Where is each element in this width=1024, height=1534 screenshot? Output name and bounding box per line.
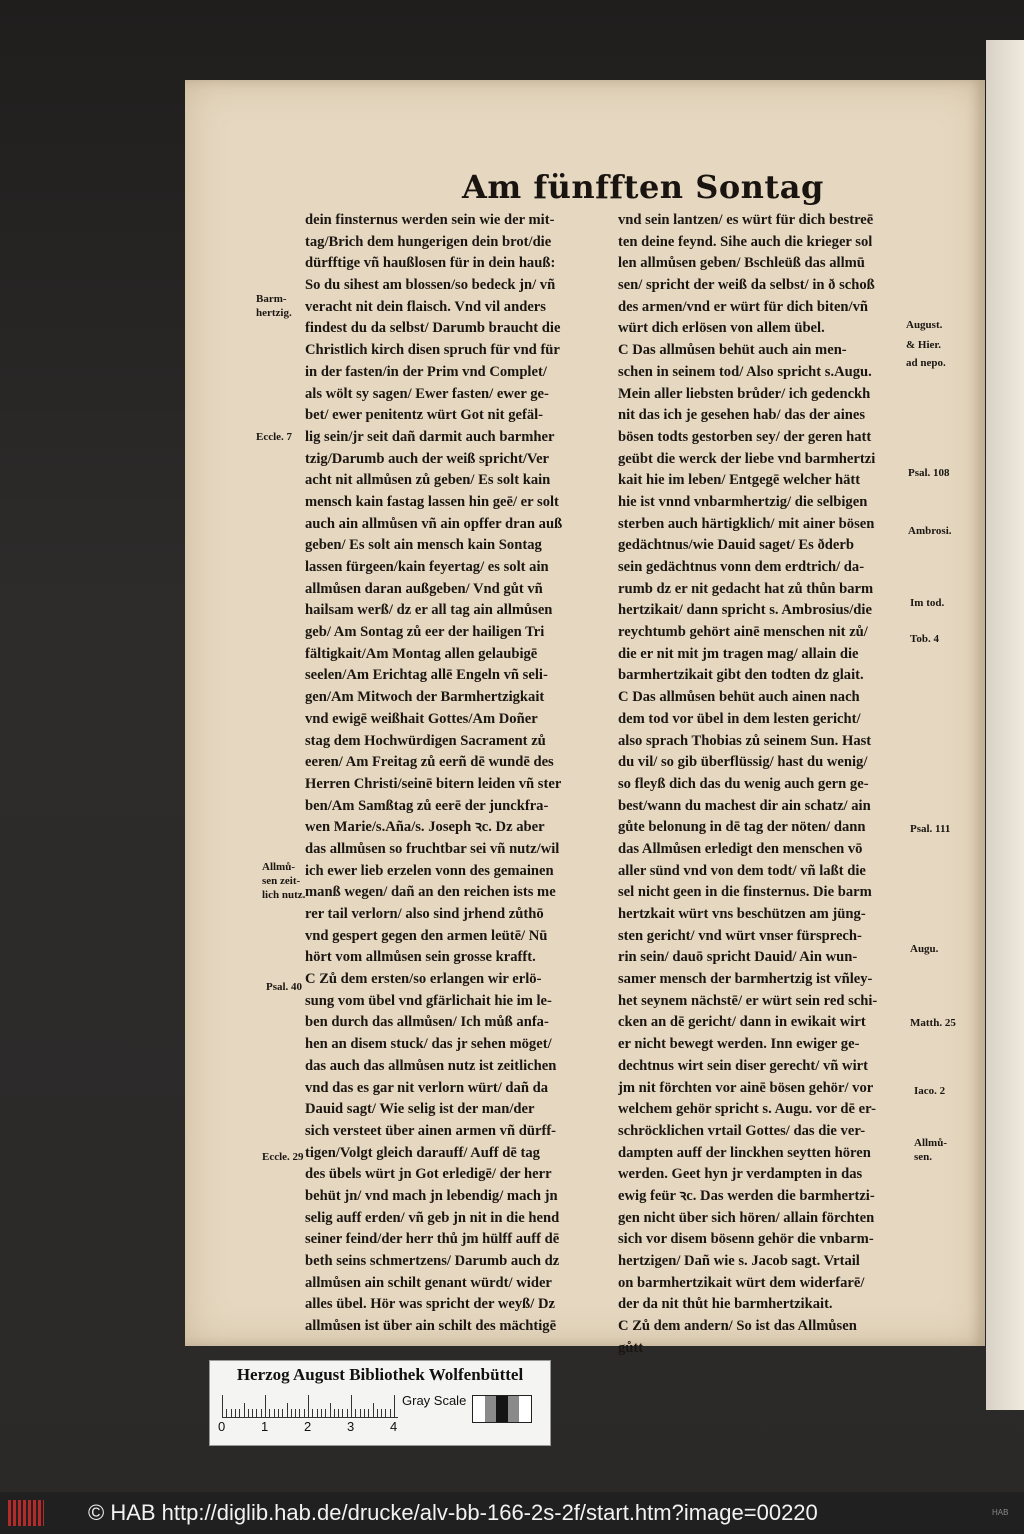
marginal-note-line: Im tod.: [910, 597, 945, 609]
ruler-tick: [390, 1409, 391, 1417]
marginal-note: [914, 1136, 947, 1164]
text-line: sterben auch härtigklich/ mit ainer bösen: [618, 515, 875, 532]
marginal-note-line: sen.: [914, 1151, 933, 1163]
text-line: in der fasten/in der Prim vnd Complet/: [305, 363, 547, 380]
ruler-tick: [278, 1409, 279, 1417]
hab-logo-icon: [8, 1500, 44, 1526]
ruler-numbers: [218, 1419, 412, 1439]
viewer-footer: [0, 1492, 1024, 1534]
color-scale-strip: [209, 1360, 551, 1446]
text-line: acht nit allmůsen zů geben/ Es solt kain: [305, 472, 551, 489]
text-line: gen nicht über sich hören/ allain förchten: [618, 1209, 875, 1226]
text-line: gen/Am Mitwoch der Barmhertzigkait: [305, 689, 545, 706]
text-line: sich vor disem bösenn gehör die vnbarm-: [618, 1231, 874, 1248]
ruler-tick: [239, 1409, 240, 1417]
ruler-tick: [274, 1409, 275, 1417]
text-line: ich ewer lieb erzelen vonn des gemainen: [305, 862, 554, 879]
text-line: jm nit förchten vor ainē bösen gehör/ vor: [618, 1079, 874, 1096]
text-line: ben/Am Samßtag zů eerē der junckfra-: [305, 797, 549, 814]
text-line: barmhertzikait gibt den todten dz glait.: [618, 667, 864, 684]
marginal-note-line: Psal. 108: [908, 467, 950, 479]
text-line: geben/ Es solt ain mensch kain Sontag: [305, 537, 542, 554]
marginal-note-line: sen zeit-: [262, 875, 301, 887]
marginal-note: [910, 596, 944, 610]
text-line: dechtnus wirt sein diser gerecht/ vñ wirt: [618, 1057, 868, 1074]
text-line: dürfftige vñ haußlosen für in dein hauß:: [305, 255, 556, 272]
marginal-note-line: Augu.: [910, 943, 939, 955]
text-line: tag/Brich dem hungerigen dein brot/die: [305, 233, 552, 250]
marginal-note-line: Ambrosi.: [908, 525, 952, 537]
ruler-tick: [321, 1409, 322, 1417]
text-line: So du sihest am blossen/so bedeck jn/ vñ: [305, 277, 556, 294]
marginal-note-line: Eccle. 7: [256, 431, 293, 443]
text-line: allmůsen ain schilt genant würdt/ wider: [305, 1274, 552, 1291]
text-line: C Zů dem andern/ So ist das Allmůsen: [618, 1318, 857, 1335]
text-line: die er nit mit jm tragen mag/ allain die: [618, 645, 859, 662]
text-line: hört vom allmůsen sein grosse krafft.: [305, 949, 536, 966]
ruler-tick: [282, 1409, 283, 1417]
text-line: vnd ewigē weißhait Gottes/Am Doñer: [305, 710, 538, 727]
text-line: du vil/ so gib überflüssig/ hast du wenig/: [618, 754, 868, 771]
text-line: seiner feind/der herr thů jm hülff auff dē: [305, 1231, 560, 1248]
marginal-note: [910, 632, 939, 646]
text-line: so fleyß dich das du wenig auch gern ge-: [618, 775, 869, 792]
marginal-note: [266, 980, 302, 994]
marginal-note-line: lich nutz.: [262, 889, 306, 901]
text-line: rumb dz er nit gedacht hat zů thůn barm: [618, 580, 874, 597]
text-line: geübt die werck der liebe vnd barmhertzi: [618, 450, 876, 467]
text-line: manß wegen/ dañ an den reichen ists me: [305, 884, 556, 901]
text-line: das Allmůsen erledigt den menschen vō: [618, 840, 863, 857]
text-line: bösen todts gestorben sey/ der geren hatt: [618, 428, 872, 445]
gray-swatch: [496, 1396, 508, 1422]
text-line: hertzkait würt vns beschützen am jüng-: [618, 906, 866, 922]
ruler-tick: [312, 1409, 313, 1417]
text-line: behüt jn/ vnd mach jn lebendig/ mach jn: [305, 1187, 558, 1204]
text-line: welchem gehör spricht s. Augu. vor dē er-: [618, 1101, 876, 1118]
ruler-tick: [287, 1403, 288, 1417]
text-line: allmůsen daran außgeben/ Vnd gůt vñ: [305, 580, 543, 597]
text-line: auch ain allmůsen vñ ain opffer dran auß: [305, 515, 563, 532]
marginal-note-line: & Hier.: [906, 339, 942, 351]
text-line: stag dem Hochwürdigen Sacrament zů: [305, 732, 546, 749]
text-line: das auch das allmůsen nutz ist zeitlichen: [305, 1057, 557, 1074]
text-line: rin sein/ dauō spricht Dauid/ Ain wun-: [618, 949, 858, 966]
ruler-number: 3: [347, 1419, 355, 1434]
text-line: eeren/ Am Freitag zů eerñ dē wundē des: [305, 754, 554, 771]
marginal-note-line: Barm-: [256, 293, 287, 305]
marginal-note: [910, 1016, 956, 1030]
ruler-tick: [291, 1409, 292, 1417]
right-text-column: [618, 210, 910, 1359]
text-line: des armen/vnd er würt für dich biten/vñ: [618, 298, 869, 315]
marginal-note: [256, 430, 292, 444]
ruler-tick: [360, 1409, 361, 1417]
ruler-tick: [330, 1403, 331, 1417]
text-line: also sprach Thobias zů seinem Sun. Hast: [618, 732, 872, 749]
text-line: fältigkait/Am Montag allen gelaubigē: [305, 645, 538, 662]
ruler-tick: [256, 1409, 257, 1417]
ruler-tick: [351, 1395, 352, 1417]
text-line: samer mensch der barmhertzig ist vñley-: [618, 971, 873, 988]
gray-swatch: [508, 1396, 520, 1422]
text-line: dein finsternus werden sein wie der mit-: [305, 212, 555, 228]
text-line: gůte belonung in dē tag der nöten/ dann: [618, 819, 866, 836]
gray-scale-label: Gray Scale: [402, 1393, 467, 1408]
text-line: er nicht bewegt werden. Inn ewiger ge-: [618, 1036, 860, 1053]
text-line: alles übel. Hör was spricht der weyß/ Dz: [305, 1296, 555, 1313]
text-line: gedächtnus/wie Dauid saget/ Es ðderb: [618, 537, 854, 554]
library-name: Herzog August Bibliothek Wolfenbüttel: [236, 1365, 524, 1384]
text-line: das allmůsen so fruchtbar sei vñ nutz/wil: [305, 840, 560, 857]
ruler-tick: [385, 1409, 386, 1417]
ruler-tick: [377, 1409, 378, 1417]
text-line: C Das allmůsen behüt auch ain men-: [618, 342, 847, 359]
text-line: reychtumb gehört ainē menschen nit zů/: [618, 624, 868, 641]
text-line: vnd das es gar nit verlorn würt/ dañ da: [305, 1079, 548, 1096]
text-line: seelen/Am Erichtag allē Engeln vñ seli-: [305, 667, 548, 684]
ruler-tick: [308, 1395, 309, 1417]
text-line: rer tail verlorn/ also sind jrhend zůthō: [305, 906, 544, 922]
ruler-tick: [381, 1409, 382, 1417]
marginal-note-line: Allmů-: [262, 861, 295, 873]
text-line: veracht nit dein flaisch. Vnd vil anders: [305, 298, 546, 315]
gray-swatch: [485, 1396, 497, 1422]
ruler-tick: [222, 1395, 223, 1417]
gray-scale-swatches: [472, 1395, 532, 1423]
ruler-tick: [295, 1409, 296, 1417]
ruler-tick: [368, 1409, 369, 1417]
text-line: hen an disem stuck/ das jr sehen möget/: [305, 1036, 552, 1053]
marginal-note: [906, 318, 942, 332]
ruler-tick: [252, 1409, 253, 1417]
text-line: lig sein/jr seit dañ darmit auch barmher: [305, 428, 555, 445]
marginal-note: [908, 524, 952, 538]
text-line: hertzikait/ dann spricht s. Ambrosius/die: [618, 602, 872, 619]
marginal-note-line: Eccle. 29: [262, 1151, 304, 1163]
text-line: aller sünd vnd von dem todt/ vñ laßt die: [618, 862, 866, 879]
text-line: schröcklichen vrtail Gottes/ das die ver-: [618, 1122, 866, 1139]
marginal-note: [910, 942, 938, 956]
ruler-tick: [355, 1409, 356, 1417]
gray-swatch: [473, 1396, 485, 1422]
ruler-tick: [342, 1409, 343, 1417]
text-line: hie ist vnnd vnbarmhertzig/ die selbigen: [618, 493, 868, 510]
ruler-tick: [304, 1409, 305, 1417]
text-line: sten gericht/ vnd würt vnser fürsprech-: [618, 927, 862, 944]
text-line: sein gedächtnus vonn dem erdtrich/ da-: [618, 559, 865, 575]
marginal-note-line: Matth. 25: [910, 1017, 956, 1029]
text-line: hailsam werß/ dz er all tag ain allmůsen: [305, 602, 553, 619]
ruler-tick: [265, 1395, 266, 1417]
ruler-tick: [226, 1409, 227, 1417]
text-line: lassen fürgeen/kain feyertag/ es solt ain: [305, 559, 549, 575]
text-line: würt dich erlösen von allem übel.: [618, 320, 825, 337]
ruler-number: 0: [218, 1419, 226, 1434]
ruler-number: 4: [390, 1419, 398, 1434]
text-line: dampten auff der linckhen seytten hören: [618, 1144, 871, 1161]
text-line: tzig/Darumb auch der weiß spricht/Ver: [305, 450, 550, 467]
ruler-tick: [299, 1409, 300, 1417]
text-line: wen Marie/s.Aña/s. Joseph ꝛc. Dz aber: [305, 819, 545, 836]
text-line: werden. Geet hyn jr verdampten in das: [618, 1166, 863, 1183]
text-line: on barmhertzikait würt dem widerfarē/: [618, 1274, 865, 1291]
marginal-note: [908, 466, 950, 480]
text-line: len allmůsen geben/ Bschleüß das allmū: [618, 255, 865, 272]
ruler-tick: [235, 1409, 236, 1417]
ruler-tick: [394, 1395, 395, 1417]
text-line: gůtt: [618, 1339, 644, 1356]
text-line: schen in seinem tod/ Also spricht s.Augu.: [618, 363, 872, 380]
text-line: vnd sein lantzen/ es würt für dich bestreē: [618, 212, 874, 228]
text-line: C Zů dem ersten/so erlangen wir erlö-: [305, 971, 542, 988]
copyright-url[interactable]: © HAB http://diglib.hab.de/drucke/alv-bb-166-2s-2f/start.htm?image=00220: [88, 1500, 818, 1525]
ruler-tick: [261, 1409, 262, 1417]
text-line: als wölt sy sagen/ Ewer fasten/ ewer ge-: [305, 385, 549, 402]
ruler-tick: [317, 1409, 318, 1417]
marginal-note-line: Iaco. 2: [914, 1085, 946, 1097]
marginal-note-line: Psal. 40: [266, 981, 303, 993]
text-line: mensch kain fastag lassen hin geē/ er solt: [305, 493, 559, 510]
text-line: vnd gespert gegen den armen leütē/ Nū: [305, 927, 548, 944]
marginal-note-line: ad nepo.: [906, 357, 946, 369]
text-line: kait hie im leben/ Entgegē welcher hätt: [618, 472, 861, 489]
ruler-tick: [347, 1409, 348, 1417]
text-line: selig auff erden/ vñ geb jn nit in die hend: [305, 1209, 560, 1226]
text-line: sel nicht geen in die finsternus. Die barm: [618, 884, 872, 901]
marginal-note-line: Psal. 111: [910, 823, 951, 835]
ruler-tick: [338, 1409, 339, 1417]
text-line: best/wann du machest dir ain schatz/ ain: [618, 797, 871, 814]
text-line: nit das ich je gesehen hab/ das der aines: [618, 407, 866, 424]
text-line: findest du da selbst/ Darumb braucht die: [305, 320, 561, 337]
text-line: Christlich kirch disen spruch für vnd für: [305, 342, 560, 359]
ruler-tick: [244, 1403, 245, 1417]
left-text-column: [305, 210, 605, 1338]
ruler-number: 1: [261, 1419, 269, 1434]
text-line: tigen/Volgt gleich darauff/ Auff dē tag: [305, 1144, 540, 1161]
text-line: des übels würt jn Got erledigē/ der herr: [305, 1166, 552, 1183]
text-line: cken an dē gericht/ dann in ewikait wirt: [618, 1014, 866, 1031]
marginal-note: [910, 822, 950, 836]
ruler-tick: [325, 1409, 326, 1417]
text-line: Mein aller liebsten brůder/ ich gedenckh: [618, 385, 871, 402]
marginal-note: [914, 1084, 945, 1098]
cm-ruler: [222, 1393, 398, 1418]
adjacent-page-edge: [986, 40, 1024, 1410]
ruler-tick: [334, 1409, 335, 1417]
text-line: allmůsen ist über ain schilt des mächtigē: [305, 1318, 557, 1335]
text-line: sich versteet über ainen armen vñ dürff-: [305, 1122, 557, 1139]
text-line: beth seins schmertzens/ Darumb auch dz: [305, 1253, 560, 1269]
text-line: sung vom übel vnd gfärlichait hie im le-: [305, 992, 552, 1009]
ruler-tick: [373, 1403, 374, 1417]
text-line: ten deine feynd. Sihe auch die krieger sol: [618, 233, 873, 250]
page-heading: Am fünfften Sontag: [462, 168, 824, 206]
text-line: C Das allmůsen behüt auch ainen nach: [618, 689, 860, 706]
text-line: Herren Christi/seinē bitern leiden vñ ster: [305, 775, 562, 792]
marginal-note: [906, 338, 941, 352]
ruler-tick: [364, 1409, 365, 1417]
ruler-number: 2: [304, 1419, 312, 1434]
footer-mark: HAB: [992, 1508, 1009, 1517]
marginal-note-line: August.: [906, 319, 943, 331]
text-line: geb/ Am Sontag zů eer der hailigen Tri: [305, 624, 545, 641]
marginal-note: [262, 860, 305, 902]
marginal-note-line: Tob. 4: [910, 633, 939, 645]
ruler-tick: [231, 1409, 232, 1417]
text-line: sen/ spricht der weiß da selbst/ in ð schoß: [618, 277, 875, 294]
text-line: der da nit thůt hie barmhertzikait.: [618, 1296, 833, 1313]
ruler-tick: [248, 1409, 249, 1417]
marginal-note: [256, 292, 292, 320]
gray-swatch: [519, 1396, 531, 1422]
text-line: dem tod vor übel in dem lesten gericht/: [618, 710, 861, 727]
text-line: ben durch das allmůsen/ Ich můß anfa-: [305, 1014, 549, 1031]
ruler-tick: [269, 1409, 270, 1417]
text-line: Dauid sagt/ Wie selig ist der man/der: [305, 1101, 535, 1118]
text-line: bet/ ewer penitentz würt Got nit gefäl-: [305, 407, 544, 424]
marginal-note-line: Allmů-: [914, 1137, 947, 1149]
text-line: ewig feür ꝛc. Das werden die barmhertzi-: [618, 1187, 875, 1204]
text-line: hertzigen/ Dañ wie s. Jacob sagt. Vrtail: [618, 1253, 860, 1269]
marginal-note-line: hertzig.: [256, 307, 292, 319]
marginal-note: [262, 1150, 304, 1164]
marginal-note: [906, 356, 946, 370]
text-line: het seynem nächstē/ er würt sein red schi-: [618, 992, 878, 1009]
